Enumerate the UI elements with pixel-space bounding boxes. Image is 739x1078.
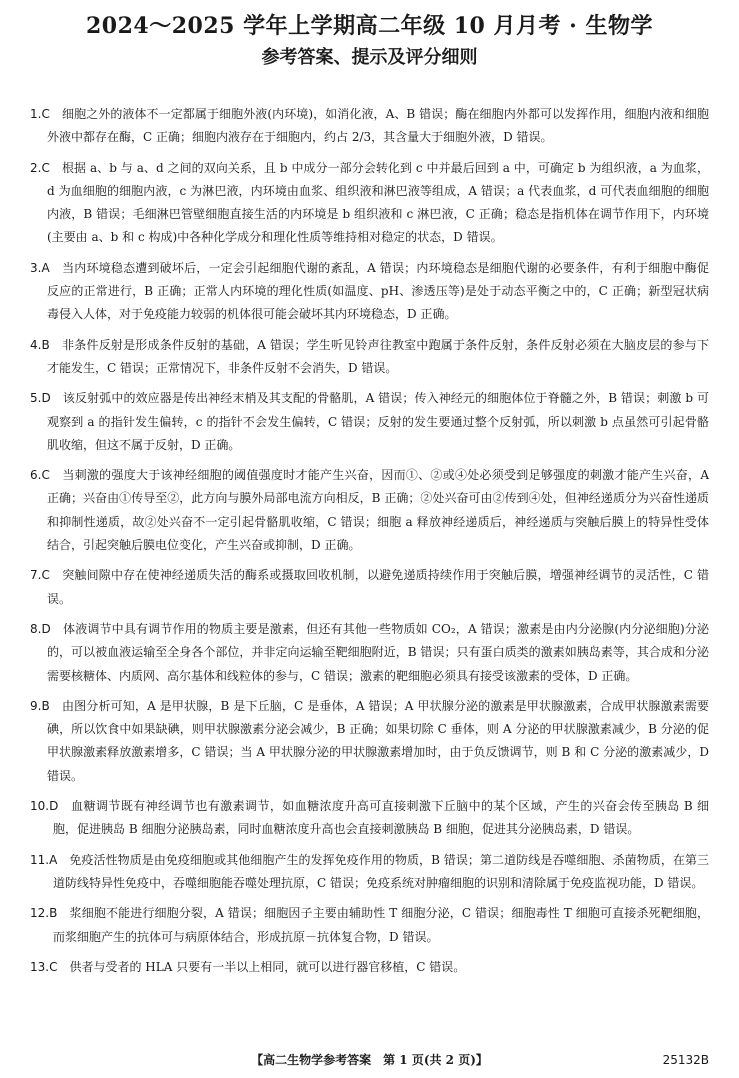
answer-item-5 xyxy=(30,387,709,457)
answer-number: 10.D xyxy=(30,799,59,814)
answer-text: 非条件反射是形成条件反射的基础，A 错误；学生听见铃声往教室中跑属于条件反射，条件反射必须在大脑皮层的参与下才能发生，C 错误；正常情况下，非条件反射不会消失，D 错误。 xyxy=(47,337,709,375)
answer-number: 1.C xyxy=(30,107,50,121)
answer-list xyxy=(30,103,709,986)
answer-text: 免疫活性物质是由免疫细胞或其他细胞产生的发挥免疫作用的物质，B 错误；第二道防线是吞噬细胞、杀菌物质，在第三道防线特异性免疫中，吞噬细胞能吞噬处理抗原，C 错误；免疫系统对肿瘤细胞的识别和清除属于免疫监视功能，D 错误。 xyxy=(53,852,709,890)
answer-number: 8.D xyxy=(30,621,51,636)
answer-text: 当内环境稳态遭到破坏后，一定会引起细胞代谢的紊乱，A 错误；内环境稳态是细胞代谢的必要条件，有利于细胞中酶促反应的正常进行，B 正确；正常人内环境的理化性质(如温度、pH、渗透压等)是处于动态平衡之中的，C 正确；新型冠状病毒侵入人体，对于免疫能力较弱的机体很可能会破坏其内环境稳态，D 正确。 xyxy=(47,260,709,322)
answer-text: 浆细胞不能进行细胞分裂，A 错误；细胞因子主要由辅助性 T 细胞分泌，C 错误；细胞毒性 T 细胞可直接杀死靶细胞，而浆细胞产生的抗体可与病原体结合，形成抗原－抗体复合物，D 错误。 xyxy=(53,906,709,944)
answer-number: 13.C xyxy=(30,959,58,974)
answer-number: 6.C xyxy=(30,468,50,483)
page-subtitle: 参考答案、提示及评分细则 xyxy=(261,47,478,68)
answer-text: 供者与受者的 HLA 只要有一半以上相同，就可以进行器官移植，C 错误。 xyxy=(69,959,466,974)
answer-text: 该反射弧中的效应器是传出神经末梢及其支配的骨骼肌，A 错误；传入神经元的细胞体位于脊髓之外，B 错误；刺激 b 可观察到 a 的指针发生偏转，c 的指针不会发生偏转，C 错误；反射的发生要通过整个反射弧，所以刺激 b 点虽然可引起骨骼肌收缩，但这不属于反射，D 正确。 xyxy=(47,391,709,452)
answer-item-4 xyxy=(30,334,709,381)
answer-text: 根据 a、b 与 a、d 之间的双向关系，且 b 中成分一部分会转化到 c 中并最后回到 a 中，可确定 b 为组织液，a 为血浆，d 为血细胞的细胞内液，c 为淋巴液，内环境由血浆、组织液和淋巴液等组成，A 错误；a 代表血浆，d 可代表血细胞的细胞内液，B 错误；毛细淋巴管壁细胞直接生活的内环境是 b 组织液和 c 淋巴液，C 正确；稳态是指机体在调节作用下，内环境(主要由 a、b 和 c 构成)中各种化学成分和理化性质等维持相对稳定的状态，D 错误。 xyxy=(47,160,709,245)
answer-item-3 xyxy=(30,257,709,327)
answer-text: 体液调节中具有调节作用的物质主要是激素，但还有其他一些物质如 CO₂，A 错误；激素是由内分泌腺(内分泌细胞)分泌的，可以被血液运输至全身各个部位，并非定向运输至靶细胞附近，B 错误；只有蛋白质类的激素如胰岛素等，其合成和分泌需要核糖体、内质网、高尔基体和线粒体的参与，C 错误；激素的靶细胞必须具有接受该激素的受体，D 正确。 xyxy=(47,621,709,683)
document-code: 25132B xyxy=(662,1053,709,1067)
answer-item-11 xyxy=(30,849,709,896)
answer-text: 突触间隙中存在使神经递质失活的酶系或摄取回收机制，以避免递质持续作用于突触后膜，增强神经调节的灵活性，C 错误。 xyxy=(47,568,709,606)
answer-number: 4.B xyxy=(30,337,50,352)
answer-text: 血糖调节既有神经调节也有激素调节，如血糖浓度升高可直接刺激下丘脑中的某个区域，产生的兴奋会传至胰岛 B 细胞，促进胰岛 B 细胞分泌胰岛素，同时血糖浓度升高也会直接刺激胰岛 B 细胞，促进其分泌胰岛素，D 错误。 xyxy=(53,799,709,837)
answer-item-12 xyxy=(30,902,709,949)
answer-item-13 xyxy=(30,956,709,979)
answer-item-10 xyxy=(30,795,709,842)
answer-item-7 xyxy=(30,564,709,611)
answer-number: 11.A xyxy=(30,852,58,867)
answer-number: 5.D xyxy=(30,391,51,406)
answer-item-2 xyxy=(30,157,709,250)
answer-item-6 xyxy=(30,464,709,557)
answer-text: 由图分析可知，A 是甲状腺，B 是下丘脑，C 是垂体，A 错误；A 甲状腺分泌的激素是甲状腺激素，合成甲状腺激素需要碘，所以饮食中如果缺碘，则甲状腺激素分泌会减少，B 正确；如果切除 C 垂体，则 A 分泌的甲状腺激素减少，B 分泌的促甲状腺激素释放激素增多，C 错误；当 A 甲状腺分泌的甲状腺激素增加时，由于负反馈调节，则 B 和 C 分泌的激素减少，D 错误。 xyxy=(47,698,709,783)
page-title: 2024～2025 学年上学期高二年级 10 月月考 · 生物学 xyxy=(85,13,654,39)
answer-item-1 xyxy=(30,103,709,150)
answer-item-9 xyxy=(30,695,709,788)
answer-number: 3.A xyxy=(30,260,50,275)
answer-number: 9.B xyxy=(30,698,50,713)
answer-number: 12.B xyxy=(30,906,58,921)
answer-text: 细胞之外的液体不一定都属于细胞外液(内环境)，如消化液，A、B 错误；酶在细胞内外都可以发挥作用，细胞内液和细胞外液中都存在酶，C 正确；细胞内液存在于细胞内，约占 2/3，其含量大于细胞外液，D 错误。 xyxy=(47,107,709,145)
answer-item-8 xyxy=(30,618,709,688)
answer-number: 7.C xyxy=(30,568,50,583)
page-footer: 【高二生物学参考答案 第 1 页(共 2 页)】 xyxy=(251,1053,488,1067)
answer-text: 当刺激的强度大于该神经细胞的阈值强度时才能产生兴奋，因而①、②或④处必须受到足够强度的刺激才能产生兴奋，A 正确；兴奋由①传导至②，此方向与膜外局部电流方向相反，B 正确；②处兴奋可由②传到④处，但神经递质分为兴奋性递质和抑制性递质，故②处兴奋不一定引起骨骼肌收缩，C 错误；细胞 a 释放神经递质后，神经递质与突触后膜上的特异性受体结合，引起突触后膜电位变化，产生兴奋或抑制，D 正确。 xyxy=(47,468,709,553)
answer-number: 2.C xyxy=(30,160,50,175)
